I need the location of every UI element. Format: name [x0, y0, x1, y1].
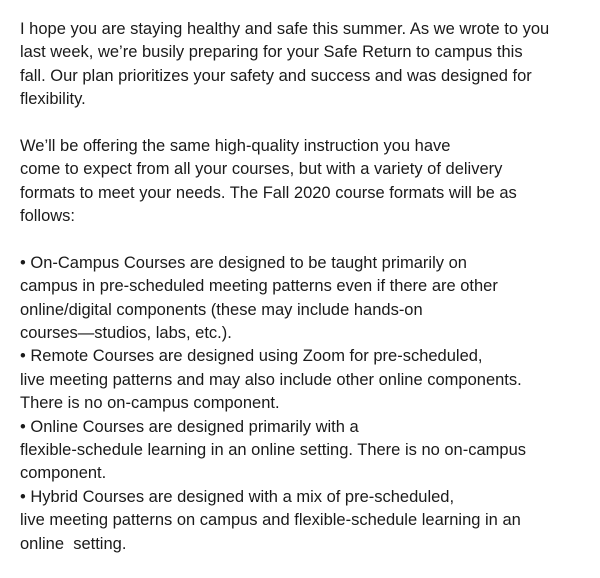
text-line: follows: [20, 207, 76, 226]
text-line: component. [20, 464, 107, 483]
text-line: • On-Campus Courses are designed to be taught primarily on [20, 253, 467, 272]
bullet-on-campus [20, 252, 590, 346]
bullet-hybrid [20, 486, 590, 556]
text-line: I hope you are staying healthy and safe this summer. As we wrote to you [20, 20, 550, 38]
text-line: formats to meet your needs. The Fall 2020 course formats will be as [20, 183, 517, 202]
course-format-list [20, 252, 590, 556]
text-line: There is no on-campus component. [20, 394, 280, 413]
text-line: live meeting patterns on campus and flexible-schedule learning in an [20, 511, 521, 530]
bullet-remote [20, 345, 590, 415]
formats-paragraph [20, 135, 590, 229]
text-line: online setting. [20, 534, 127, 553]
text-line: online/digital components (these may include hands-on [20, 300, 423, 319]
text-line: fall. Our plan prioritizes your safety and success and was designed for [20, 66, 532, 85]
text-line: flexibility. [20, 90, 86, 109]
document-body [20, 18, 590, 556]
text-line: We’ll be offering the same high-quality instruction you have [20, 136, 451, 155]
text-line: • Hybrid Courses are designed with a mix of pre-scheduled, [20, 487, 455, 506]
text-line: come to expect from all your courses, but with a variety of delivery [20, 160, 503, 179]
text-line: last week, we’re busily preparing for your Safe Return to campus this [20, 43, 523, 62]
text-line: live meeting patterns and may also include other online components. [20, 370, 522, 389]
text-line: courses—studios, labs, etc.). [20, 324, 232, 343]
text-line: campus in pre-scheduled meeting patterns even if there are other [20, 277, 498, 296]
bullet-online [20, 416, 590, 486]
text-line: • Remote Courses are designed using Zoom for pre-scheduled, [20, 347, 483, 366]
text-line: flexible-schedule learning in an online setting. There is no on-campus [20, 441, 526, 460]
text-line: • Online Courses are designed primarily with a [20, 417, 359, 436]
intro-paragraph [20, 18, 590, 112]
